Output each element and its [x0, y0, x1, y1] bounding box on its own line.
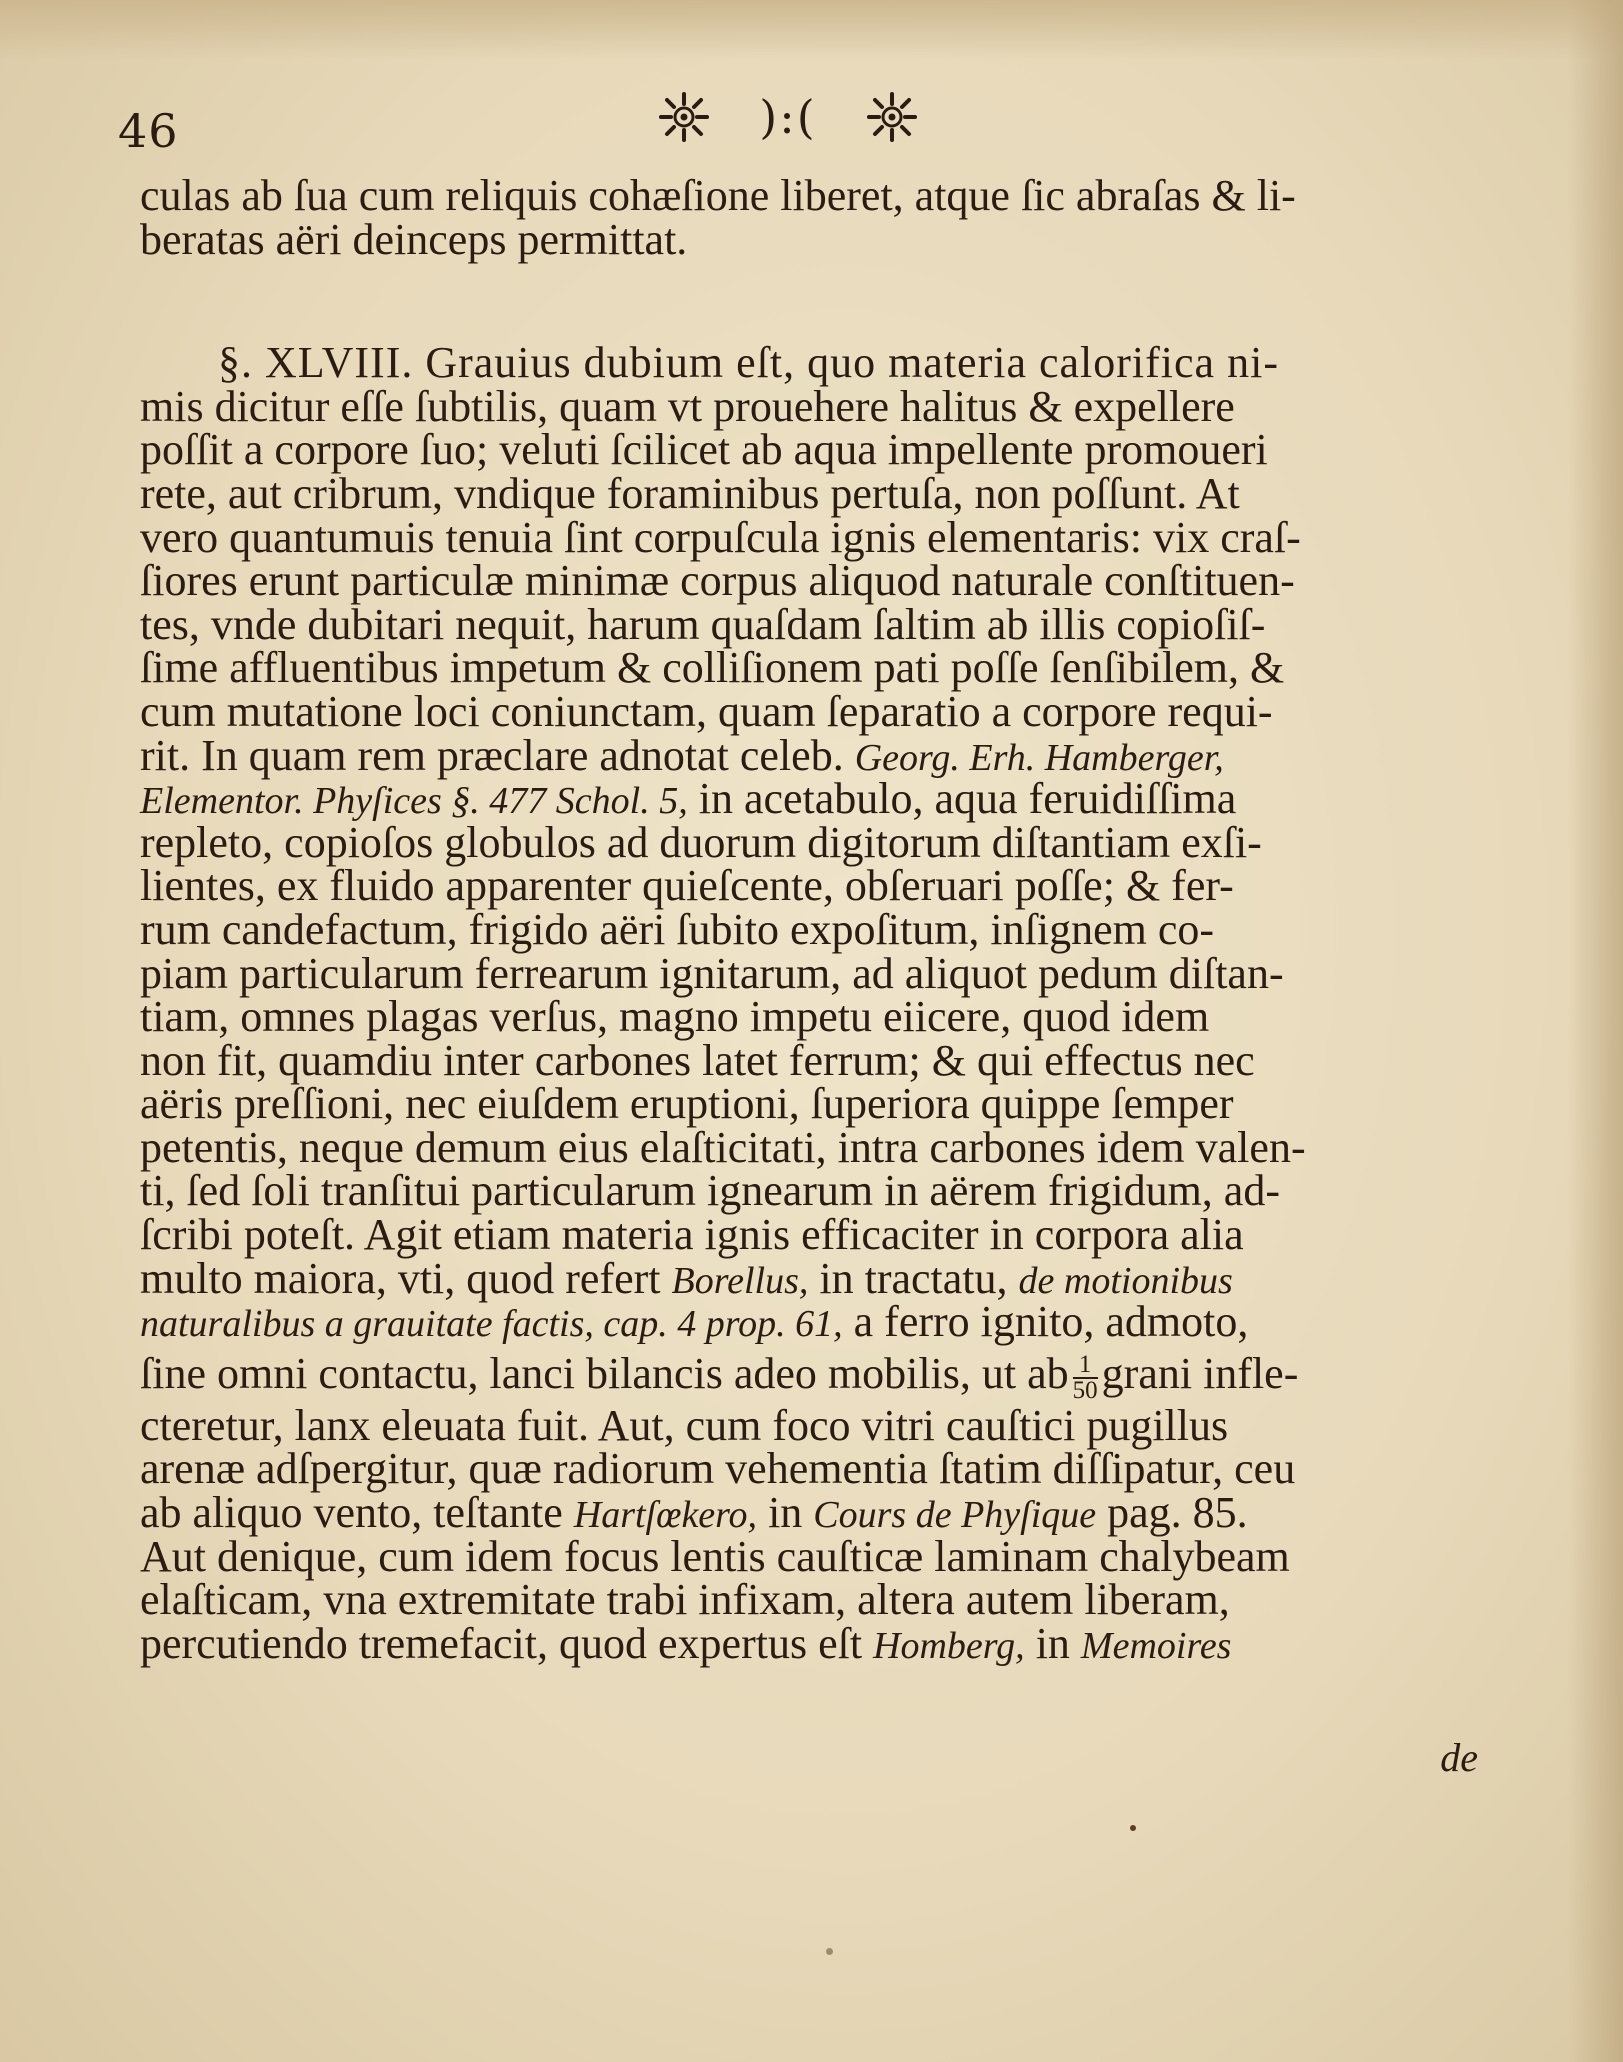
text-line: ſcribi poteſt. Agit etiam materia ignis efficaciter in corpora alia	[140, 1210, 1244, 1260]
text-fragment: in	[768, 1488, 803, 1538]
text-fragment: in acetabulo, aqua feruidiſſima	[698, 774, 1237, 824]
text-line: culas ab ſua cum reliquis cohæſione liberet, atque ſic abraſas & li-	[140, 171, 1296, 220]
text-fragment: in tractatu,	[819, 1253, 1008, 1303]
text-line: arenæ adſpergitur, quæ radiorum vehementia ſtatim diſſipatur, ceu	[140, 1444, 1296, 1494]
decorative-rosette-icon	[658, 91, 710, 143]
text-line: tes, vnde dubitari nequit, harum quaſdam ſaltim ab illis copioſiſ-	[140, 599, 1266, 649]
ink-spot	[1130, 1825, 1136, 1831]
text-line: Aut denique, cum idem focus lentis cauſticæ laminam chalybeam	[140, 1531, 1290, 1581]
text-line: rum candefactum, frigido aëri ſubito expoſitum, inſignem co-	[140, 904, 1215, 954]
text-line: non fit, quamdiu inter carbones latet ferrum; & qui effectus nec	[140, 1035, 1255, 1085]
decorative-rosette-icon	[866, 91, 918, 143]
body-text	[140, 171, 1440, 1668]
text-fragment: rit. In quam rem præclare adnotat celeb.	[140, 730, 844, 780]
text-line	[140, 1618, 1440, 1668]
citation-author: Hartſœkero,	[573, 1494, 758, 1537]
text-fragment: multo maiora, vti, quod refert	[140, 1253, 661, 1303]
citation-work: Memoires	[1080, 1624, 1232, 1667]
text-line: cteretur, lanx eleuata fuit. Aut, cum foco vitri cauſtici pugillus	[140, 1400, 1229, 1450]
text-line: petentis, neque demum eius elaſticitati, intra carbones idem valen-	[140, 1122, 1306, 1172]
text-line	[140, 1297, 1440, 1347]
text-line: vero quantumuis tenuia ſint corpuſcula ignis elementaris: vix craſ-	[140, 512, 1301, 562]
text-line: beratas aëri deinceps permittat.	[140, 214, 688, 264]
page-number: 46	[118, 104, 179, 158]
text-fragment: in	[1035, 1618, 1070, 1668]
text-line: repleto, copioſos globulos ad duorum digitorum diſtantiam exſi-	[140, 817, 1262, 867]
citation-author: Borellus,	[671, 1259, 809, 1302]
citation-work: Cours de Phyſique	[813, 1494, 1097, 1537]
page-top-shadow	[0, 0, 1623, 60]
text-line: lientes, ex fluido apparenter quieſcente, obſeruari poſſe; & fer-	[140, 861, 1234, 911]
text-line: rete, aut cribrum, vndique foraminibus pertuſa, non poſſunt. At	[140, 468, 1240, 518]
text-fragment: pag. 85.	[1107, 1488, 1248, 1538]
text-line: ſiores erunt particulæ minimæ corpus aliquod naturale conſtituen-	[140, 556, 1295, 606]
headpiece-ornament	[658, 82, 918, 152]
text-fragment: a ferro ignito, admoto,	[853, 1297, 1249, 1347]
section-heading-line: §. XLVIII. Grauius dubium eſt, quo materia calorifica ni-	[218, 338, 1279, 388]
text-line: piam particularum ferrearum ignitarum, ad aliquot pedum diſtan-	[140, 948, 1284, 998]
text-line: elaſticam, vna extremitate trabi infixam, altera autem liberam,	[140, 1575, 1230, 1625]
page-gutter-shadow	[1568, 0, 1623, 2062]
text-fragment: ab aliquo vento, teſtante	[140, 1488, 563, 1538]
citation-work: de motionibus	[1018, 1259, 1233, 1302]
catchword: de	[1440, 1735, 1478, 1780]
citation-work: naturalibus a grauitate factis, cap. 4 prop. 61,	[140, 1303, 843, 1346]
text-line: ſime affluentibus impetum & colliſionem pati poſſe ſenſibilem, &	[140, 643, 1285, 693]
text-line: cum mutatione loci coniunctam, quam ſeparatio a corpore requi-	[140, 686, 1273, 736]
paragraph-gap	[140, 261, 1440, 341]
fraction-denominator: 50	[1072, 1376, 1098, 1404]
text-fragment: ſine omni contactu, lanci bilancis adeo mobilis, ut ab	[140, 1348, 1069, 1398]
text-fragment: grani infle-	[1101, 1348, 1299, 1398]
ink-spot	[826, 1948, 833, 1955]
text-line: tiam, omnes plagas verſus, magno impetu eiicere, quod idem	[140, 992, 1210, 1042]
fraction	[1072, 1350, 1098, 1404]
text-line: ti, ſed ſoli tranſitui particularum ignearum in aërem frigidum, ad-	[140, 1166, 1280, 1216]
citation-work: Elementor. Phyſices §. 477 Schol. 5,	[140, 780, 688, 823]
text-line	[140, 774, 1440, 824]
text-line: aëris preſſioni, nec eiuſdem eruptioni, ſuperiora quippe ſemper	[140, 1079, 1234, 1129]
fraction-numerator: 1	[1073, 1353, 1098, 1379]
text-line: mis dicitur eſſe ſubtilis, quam vt prouehere halitus & expellere	[140, 381, 1235, 431]
text-line	[140, 1253, 1440, 1303]
text-line	[140, 730, 1440, 780]
headpiece-center-mark: ):(	[759, 90, 817, 144]
text-line	[140, 1488, 1440, 1538]
text-line: poſſit a corpore ſuo; veluti ſcilicet ab aqua impellente promoueri	[140, 425, 1268, 475]
citation-author: Georg. Erh. Hamberger,	[854, 736, 1224, 779]
text-fragment: percutiendo tremefacit, quod expertus eſt	[140, 1618, 863, 1668]
text-line	[140, 1344, 1440, 1404]
citation-author: Homberg,	[873, 1624, 1025, 1667]
